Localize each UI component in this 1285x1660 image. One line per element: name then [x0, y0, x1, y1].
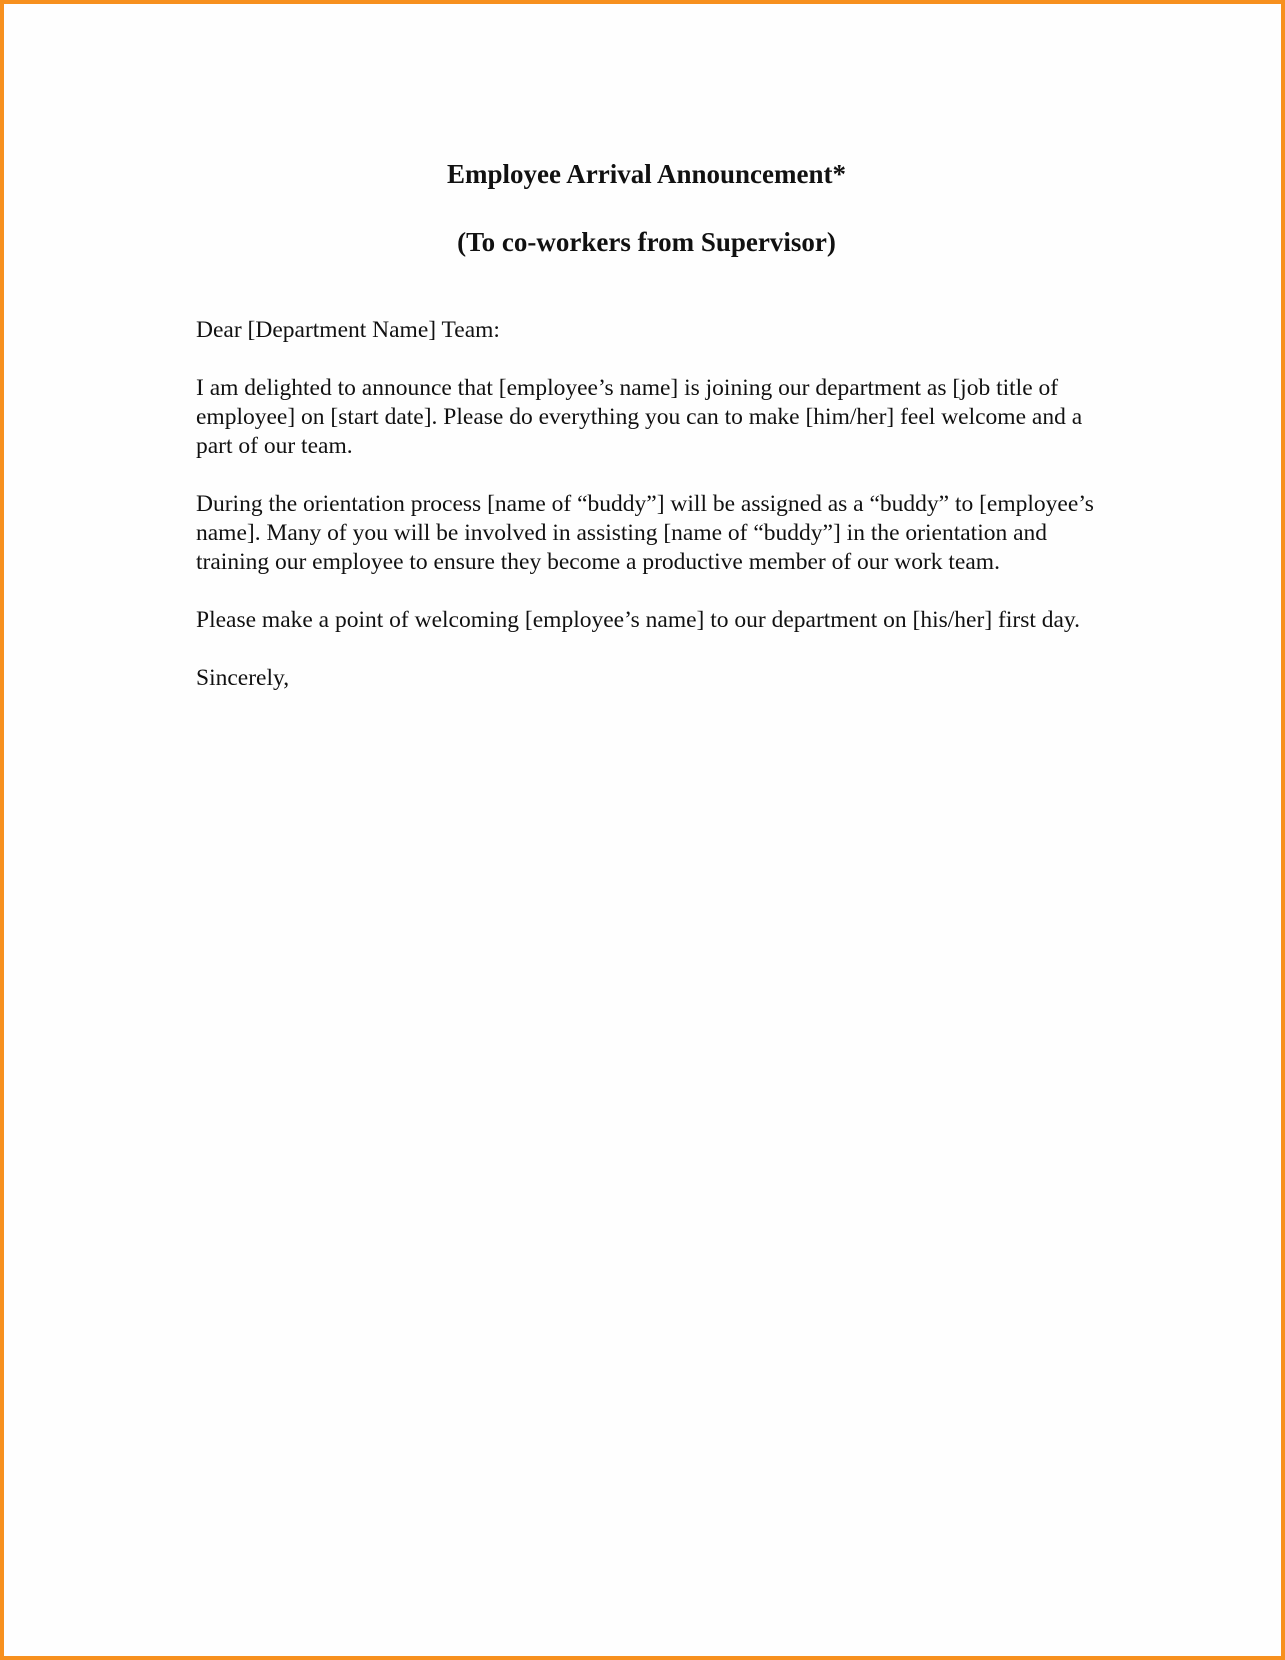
document-subtitle: (To co-workers from Supervisor)	[457, 227, 836, 257]
document-title: Employee Arrival Announcement*	[447, 159, 846, 189]
salutation: Dear [Department Name] Team:	[196, 317, 500, 343]
paragraph-1: I am delighted to announce that [employee’s name] is joining our department as [job title of employee] on [start date]. Please do everything you can to make [him/her] feel welcome and a part of our team.	[196, 375, 1083, 459]
closing: Sincerely,	[196, 665, 290, 691]
letter-body	[196, 316, 1106, 722]
paragraph-3: Please make a point of welcoming [employee’s name] to our department on [his/her] first day.	[196, 607, 1081, 633]
paragraph-2: During the orientation process [name of “buddy”] will be assigned as a “buddy” to [employee’s name]. Many of you will be involved in assisting [name of “buddy”] in the orientation and training our employee to ensure they become a productive member of our work team.	[196, 491, 1094, 575]
